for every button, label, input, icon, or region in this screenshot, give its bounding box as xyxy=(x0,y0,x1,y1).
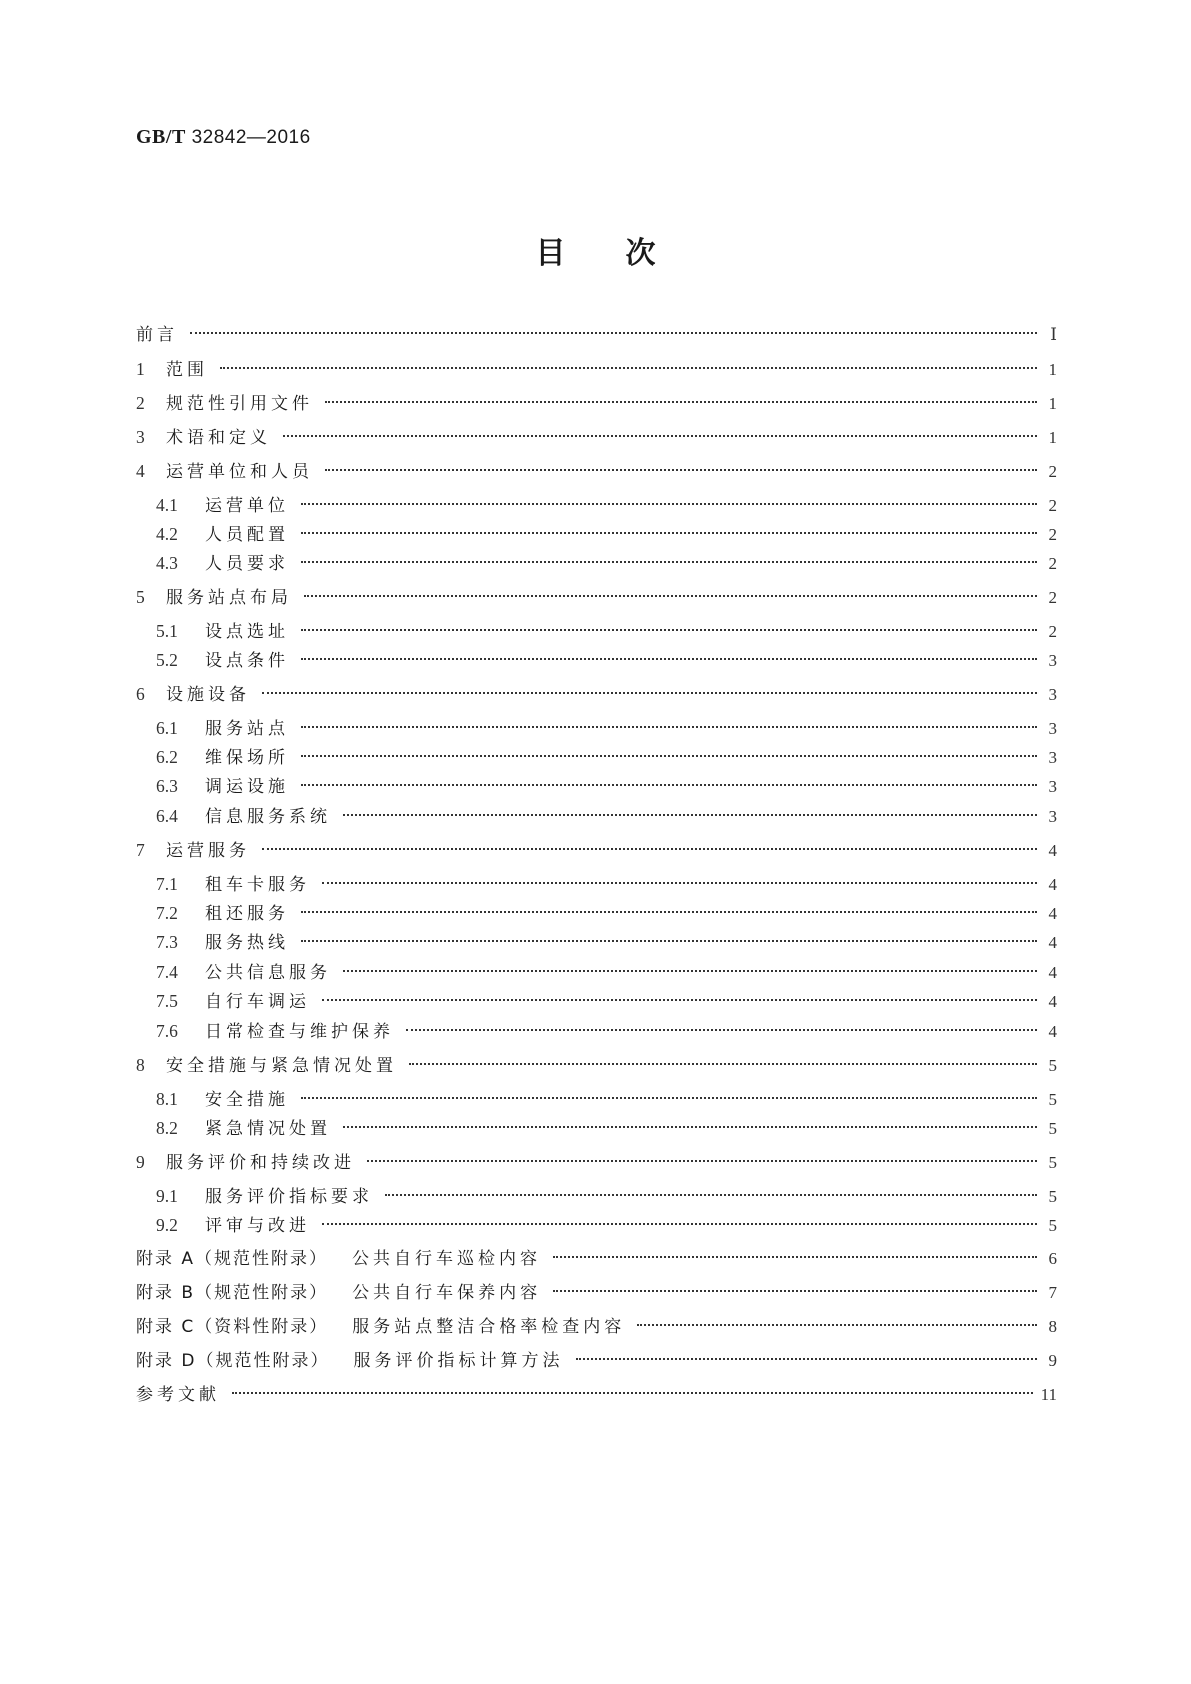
toc-entry-number: 8.1 xyxy=(156,1089,178,1109)
toc-entry[interactable] xyxy=(156,1086,1057,1112)
toc-dot-leader xyxy=(301,1097,1037,1099)
toc-entry-page-number: 2 xyxy=(1048,622,1057,641)
toc-entry[interactable] xyxy=(136,584,1057,610)
toc-dot-leader xyxy=(322,1223,1037,1225)
toc-entry-label: 运营服务 xyxy=(166,841,250,861)
toc-dot-leader xyxy=(343,814,1037,816)
toc-entry[interactable] xyxy=(156,1212,1057,1238)
toc-entry-page-number: 2 xyxy=(1048,496,1057,515)
toc-entry-number: 4.3 xyxy=(156,553,178,573)
toc-entry-number: 6.1 xyxy=(156,718,178,738)
toc-entry-label: 服务评价和持续改进 xyxy=(166,1153,355,1173)
toc-dot-leader xyxy=(637,1324,1037,1326)
toc-dot-leader xyxy=(304,595,1037,597)
toc-entry-page-number: 5 xyxy=(1048,1216,1057,1235)
toc-entry-label: 服务站点整洁合格率检查内容 xyxy=(352,1317,626,1337)
toc-dot-leader xyxy=(301,755,1037,757)
toc-entry-label: 运营单位 xyxy=(205,496,289,516)
toc-entry[interactable] xyxy=(156,521,1057,547)
toc-entry-number: 6.2 xyxy=(156,747,178,767)
toc-entry[interactable] xyxy=(156,715,1057,741)
toc-entry-page-number: 5 xyxy=(1048,1056,1057,1075)
toc-entry-number: 3 xyxy=(136,427,145,447)
toc-entry-page-number: 7 xyxy=(1048,1283,1057,1302)
toc-entry-number: 2 xyxy=(136,393,145,413)
toc-entry-page-number: 4 xyxy=(1048,841,1057,860)
toc-entry[interactable] xyxy=(136,1382,1057,1408)
toc-entry-page-number: 3 xyxy=(1048,685,1057,704)
toc-dot-leader xyxy=(367,1160,1037,1162)
toc-entry-appendix-label: 附录 A（规范性附录） xyxy=(136,1249,329,1269)
toc-entry[interactable] xyxy=(136,1149,1057,1175)
toc-entry-page-number: 1 xyxy=(1048,394,1057,413)
toc-entry-number: 7.5 xyxy=(156,991,178,1011)
toc-dot-leader xyxy=(322,882,1037,884)
toc-dot-leader xyxy=(220,367,1037,369)
toc-entry-page-number: 4 xyxy=(1048,904,1057,923)
toc-entry[interactable] xyxy=(156,744,1057,770)
toc-dot-leader xyxy=(325,401,1037,403)
toc-entry-number: 7.6 xyxy=(156,1021,178,1041)
toc-entry[interactable] xyxy=(136,1246,1057,1272)
toc-entry-page-number: 3 xyxy=(1048,807,1057,826)
toc-dot-leader xyxy=(301,561,1037,563)
toc-dot-leader xyxy=(301,532,1037,534)
toc-entry[interactable] xyxy=(136,424,1057,450)
toc-entry-page-number: 3 xyxy=(1048,777,1057,796)
toc-entry-number: 7.1 xyxy=(156,874,178,894)
toc-entry-label: 参考文献 xyxy=(136,1385,220,1405)
toc-entry-label: 安全措施与紧急情况处置 xyxy=(166,1056,397,1076)
toc-dot-leader xyxy=(553,1256,1037,1258)
toc-entry[interactable] xyxy=(136,1052,1057,1078)
toc-entry-number: 8.2 xyxy=(156,1118,178,1138)
toc-entry[interactable] xyxy=(156,988,1057,1014)
toc-entry-page-number: 4 xyxy=(1048,963,1057,982)
toc-entry-label: 紧急情况处置 xyxy=(205,1119,331,1139)
toc-entry-number: 5 xyxy=(136,587,145,607)
toc-entry-page-number: 3 xyxy=(1048,748,1057,767)
toc-entry-label: 租还服务 xyxy=(205,904,289,924)
toc-entry[interactable] xyxy=(156,871,1057,897)
toc-dot-leader xyxy=(301,658,1037,660)
toc-entry-page-number: 2 xyxy=(1048,525,1057,544)
toc-entry-number: 6.3 xyxy=(156,776,178,796)
toc-dot-leader xyxy=(283,435,1037,437)
toc-entry[interactable] xyxy=(136,356,1057,382)
toc-entry-number: 7.3 xyxy=(156,932,178,952)
page-title: 目次 xyxy=(535,236,716,271)
toc-dot-leader xyxy=(325,469,1037,471)
toc-entry[interactable] xyxy=(136,1348,1057,1374)
toc-dot-leader xyxy=(409,1063,1037,1065)
toc-entry-number: 9.2 xyxy=(156,1215,178,1235)
toc-entry-number: 4 xyxy=(136,461,145,481)
toc-entry-page-number: 5 xyxy=(1048,1153,1057,1172)
toc-entry-page-number: 2 xyxy=(1048,588,1057,607)
toc-entry-number: 9 xyxy=(136,1152,145,1172)
toc-entry-page-number: 8 xyxy=(1048,1317,1057,1336)
toc-dot-leader xyxy=(301,726,1037,728)
toc-entry-page-number: 11 xyxy=(1040,1385,1057,1404)
toc-entry-number: 4.1 xyxy=(156,495,178,515)
toc-dot-leader xyxy=(301,940,1037,942)
toc-entry-label: 公共自行车保养内容 xyxy=(352,1283,542,1303)
toc-entry-number: 7.2 xyxy=(156,903,178,923)
toc-entry-label: 调运设施 xyxy=(205,777,289,797)
toc-entry-label: 人员要求 xyxy=(205,554,289,574)
toc-entry-page-number: 6 xyxy=(1048,1249,1057,1268)
toc-entry[interactable] xyxy=(156,647,1057,673)
toc-entry-page-number: 5 xyxy=(1048,1187,1057,1206)
toc-entry-label: 范围 xyxy=(166,360,208,380)
toc-dot-leader xyxy=(385,1194,1037,1196)
toc-dot-leader xyxy=(322,999,1037,1001)
toc-entry-appendix-label: 附录 D（规范性附录） xyxy=(136,1351,330,1371)
toc-dot-leader xyxy=(576,1358,1038,1360)
toc-entry[interactable] xyxy=(156,773,1057,799)
toc-entry-page-number: 1 xyxy=(1048,360,1057,379)
toc-dot-leader xyxy=(232,1392,1033,1394)
toc-entry-number: 6.4 xyxy=(156,806,178,826)
toc-entry[interactable] xyxy=(136,681,1057,707)
toc-dot-leader xyxy=(301,911,1037,913)
toc-entry[interactable] xyxy=(156,550,1057,576)
toc-entry[interactable] xyxy=(136,322,1057,348)
toc-entry-label: 日常检查与维护保养 xyxy=(205,1022,394,1042)
toc-entry-page-number: 4 xyxy=(1048,933,1057,952)
toc-dot-leader xyxy=(301,784,1037,786)
toc-entry[interactable] xyxy=(156,929,1057,955)
toc-entry[interactable] xyxy=(136,458,1057,484)
toc-dot-leader xyxy=(406,1029,1037,1031)
toc-entry-number: 6 xyxy=(136,684,145,704)
toc-entry[interactable] xyxy=(156,803,1057,829)
toc-entry-label: 服务站点布局 xyxy=(166,588,292,608)
toc-entry[interactable] xyxy=(136,1280,1057,1306)
toc-dot-leader xyxy=(553,1290,1037,1292)
toc-entry[interactable] xyxy=(156,1018,1057,1044)
toc-entry-number: 1 xyxy=(136,359,145,379)
toc-entry-number: 8 xyxy=(136,1055,145,1075)
toc-entry-label: 自行车调运 xyxy=(205,992,310,1012)
toc-entry-appendix-label: 附录 B（规范性附录） xyxy=(136,1283,329,1303)
toc-entry-label: 规范性引用文件 xyxy=(166,394,313,414)
toc-entry-label: 公共自行车巡检内容 xyxy=(352,1249,542,1269)
toc-entry-label: 服务热线 xyxy=(205,933,289,953)
toc-entry-page-number: 9 xyxy=(1048,1351,1057,1370)
toc-entry-number: 5.2 xyxy=(156,650,178,670)
toc-entry[interactable] xyxy=(156,1115,1057,1141)
toc-entry-label: 租车卡服务 xyxy=(205,875,310,895)
toc-entry-label: 运营单位和人员 xyxy=(166,462,313,482)
toc-entry[interactable] xyxy=(156,959,1057,985)
toc-entry-label: 安全措施 xyxy=(205,1090,289,1110)
toc-entry-label: 前言 xyxy=(136,325,178,345)
toc-entry-label: 公共信息服务 xyxy=(205,963,331,983)
toc-dot-leader xyxy=(301,629,1037,631)
toc-entry[interactable] xyxy=(136,837,1057,863)
document-code-prefix: GB/T xyxy=(136,126,186,148)
toc-dot-leader xyxy=(190,332,1037,334)
toc-entry-page-number: 5 xyxy=(1048,1090,1057,1109)
toc-entry-label: 设施设备 xyxy=(166,685,250,705)
toc-entry[interactable] xyxy=(156,492,1057,518)
toc-entry[interactable] xyxy=(156,618,1057,644)
toc-entry[interactable] xyxy=(156,900,1057,926)
toc-entry-label: 评审与改进 xyxy=(205,1216,310,1236)
toc-entry-page-number: 3 xyxy=(1048,651,1057,670)
toc-entry-page-number: 4 xyxy=(1048,875,1057,894)
toc-dot-leader xyxy=(343,970,1037,972)
document-code xyxy=(136,126,311,149)
toc-entry-label: 人员配置 xyxy=(205,525,289,545)
toc-dot-leader xyxy=(301,503,1037,505)
toc-entry-label: 维保场所 xyxy=(205,748,289,768)
toc-entry-page-number: 3 xyxy=(1048,719,1057,738)
toc-entry[interactable] xyxy=(136,1314,1057,1340)
document-code-number: 32842—2016 xyxy=(191,127,311,148)
toc-entry-number: 7.4 xyxy=(156,962,178,982)
toc-entry[interactable] xyxy=(156,1183,1057,1209)
toc-entry-label: 信息服务系统 xyxy=(205,807,331,827)
toc-entry-appendix-label: 附录 C（资料性附录） xyxy=(136,1317,329,1337)
toc-entry-label: 设点条件 xyxy=(205,651,289,671)
toc-dot-leader xyxy=(343,1126,1037,1128)
toc-entry-page-number: Ⅰ xyxy=(1050,325,1057,344)
toc-entry[interactable] xyxy=(136,390,1057,416)
toc-entry-number: 5.1 xyxy=(156,621,178,641)
toc-entry-page-number: 4 xyxy=(1048,1022,1057,1041)
toc-dot-leader xyxy=(262,692,1037,694)
toc-entry-page-number: 2 xyxy=(1048,554,1057,573)
toc-entry-page-number: 5 xyxy=(1048,1119,1057,1138)
toc-entry-label: 服务评价指标计算方法 xyxy=(353,1351,564,1371)
toc-entry-label: 设点选址 xyxy=(205,622,289,642)
toc-entry-number: 9.1 xyxy=(156,1186,178,1206)
toc-entry-page-number: 1 xyxy=(1048,428,1057,447)
toc-dot-leader xyxy=(262,848,1037,850)
toc-entry-label: 服务站点 xyxy=(205,719,289,739)
toc-entry-page-number: 4 xyxy=(1048,992,1057,1011)
toc-entry-label: 服务评价指标要求 xyxy=(205,1187,373,1207)
toc-entry-page-number: 2 xyxy=(1048,462,1057,481)
toc-entry-number: 7 xyxy=(136,840,145,860)
toc-entry-label: 术语和定义 xyxy=(166,428,271,448)
toc-entry-number: 4.2 xyxy=(156,524,178,544)
